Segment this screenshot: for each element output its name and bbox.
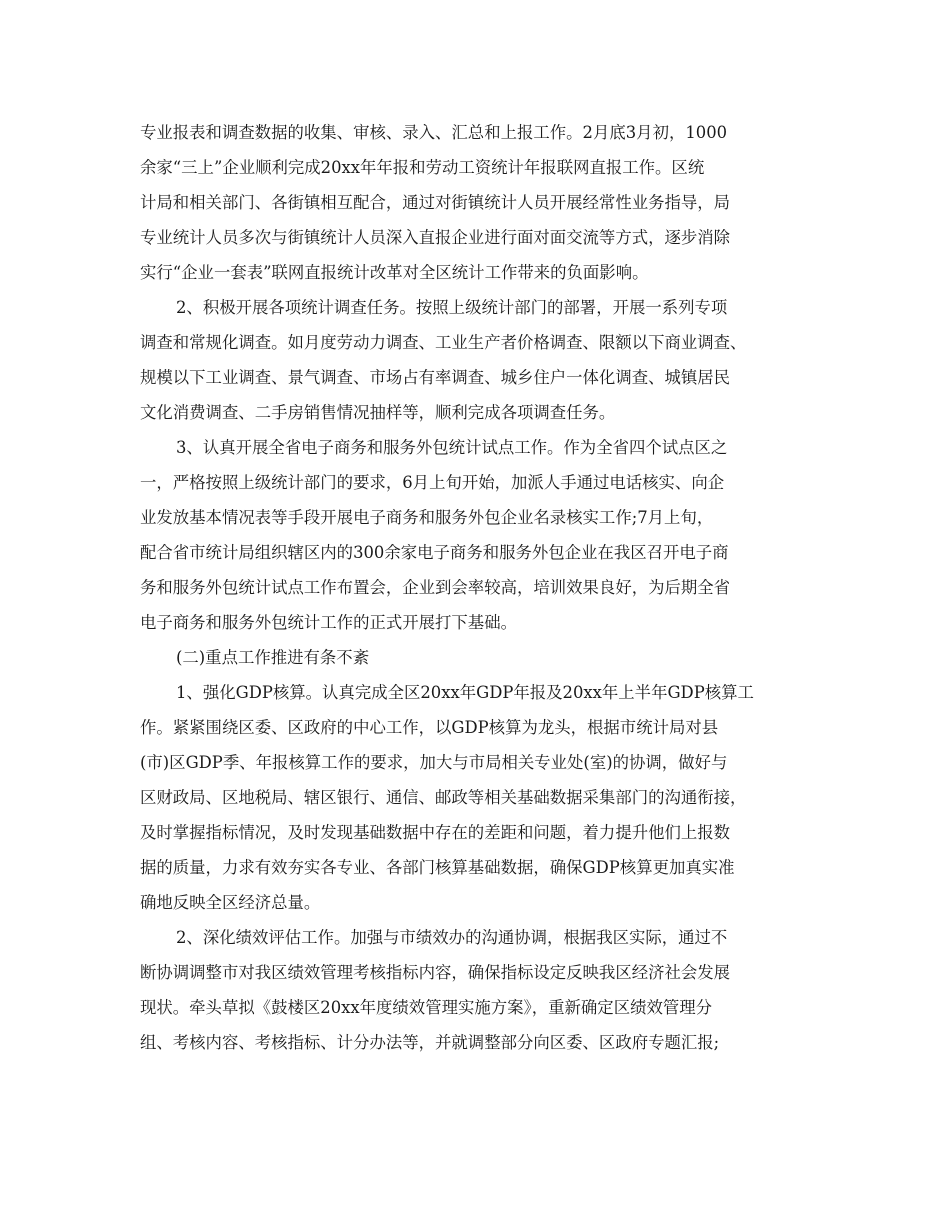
text-line: 及时掌握指标情况，及时发现基础数据中存在的差距和问题，着力提升他们上报数 — [140, 823, 731, 842]
text-line: 实行“企业一套表”联网直报统计改革对全区统计工作带来的负面影响。 — [140, 263, 649, 282]
text-line: 规模以下工业调查、景气调查、市场占有率调查、城乡住户一体化调查、城镇居民 — [140, 368, 731, 387]
text-line: 专业统计人员多次与街镇统计人员深入直报企业进行面对面交流等方式，逐步消除 — [140, 228, 731, 247]
text-line: 作。紧紧围绕区委、区政府的中心工作，以GDP核算为龙头，根据市统计局对县 — [140, 718, 719, 737]
text-line: 区财政局、区地税局、辖区银行、通信、邮政等相关基础数据采集部门的沟通衔接， — [140, 788, 747, 807]
paragraph-start-line: 3、认真开展全省电子商务和服务外包统计试点工作。作为全省四个试点区之 — [176, 438, 728, 457]
section-heading: (二)重点工作推进有条不紊 — [176, 648, 370, 667]
text-line: 计局和相关部门、各街镇相互配合，通过对街镇统计人员开展经常性业务指导，局 — [140, 193, 731, 212]
text-line: 配合省市统计局组织辖区内的300余家电子商务和服务外包企业在我区召开电子商 — [140, 543, 729, 562]
text-line: 专业报表和调查数据的收集、审核、录入、汇总和上报工作。2月底3月初，1000 — [140, 123, 728, 142]
paragraph-start-line: 1、强化GDP核算。认真完成全区20xx年GDP年报及20xx年上半年GDP核算工 — [176, 683, 754, 702]
text-line: 文化消费调查、二手房销售情况抽样等，顺利完成各项调查任务。 — [140, 403, 616, 422]
text-line: 现状。牵头草拟《鼓楼区20xx年度绩效管理实施方案》，重新确定区绩效管理分 — [140, 998, 713, 1017]
paragraph-start-line: 2、深化绩效评估工作。加强与市绩效办的沟通协调，根据我区实际，通过不 — [176, 928, 728, 947]
text-line: 业发放基本情况表等手段开展电子商务和服务外包企业名录核实工作;7月上旬， — [140, 508, 714, 527]
text-line: 一，严格按照上级统计部门的要求，6月上旬开始，加派人手通过电话核实、向企 — [140, 473, 725, 492]
text-line: 断协调调整市对我区绩效管理考核指标内容，确保指标设定反映我区经济社会发展 — [140, 963, 731, 982]
text-line: 务和服务外包统计试点工作布置会，企业到会率较高，培训效果良好，为后期全省 — [140, 578, 731, 597]
paragraph-start-line: 2、积极开展各项统计调查任务。按照上级统计部门的部署，开展一系列专项 — [176, 298, 728, 317]
text-line: (市)区GDP季、年报核算工作的要求，加大与市局相关专业处(室)的协调，做好与 — [140, 753, 728, 772]
text-line: 据的质量，力求有效夯实各专业、各部门核算基础数据，确保GDP核算更加真实准 — [140, 858, 735, 877]
text-line: 确地反映全区经济总量。 — [140, 893, 321, 912]
text-line: 电子商务和服务外包统计工作的正式开展打下基础。 — [140, 613, 517, 632]
text-line: 余家“三上”企业顺利完成20xx年年报和劳动工资统计年报联网直报工作。区统 — [140, 158, 705, 177]
text-line: 调查和常规化调查。如月度劳动力调查、工业生产者价格调查、限额以下商业调查、 — [140, 333, 747, 352]
text-line: 组、考核内容、考核指标、计分办法等，并就调整部分向区委、区政府专题汇报; — [140, 1033, 720, 1052]
